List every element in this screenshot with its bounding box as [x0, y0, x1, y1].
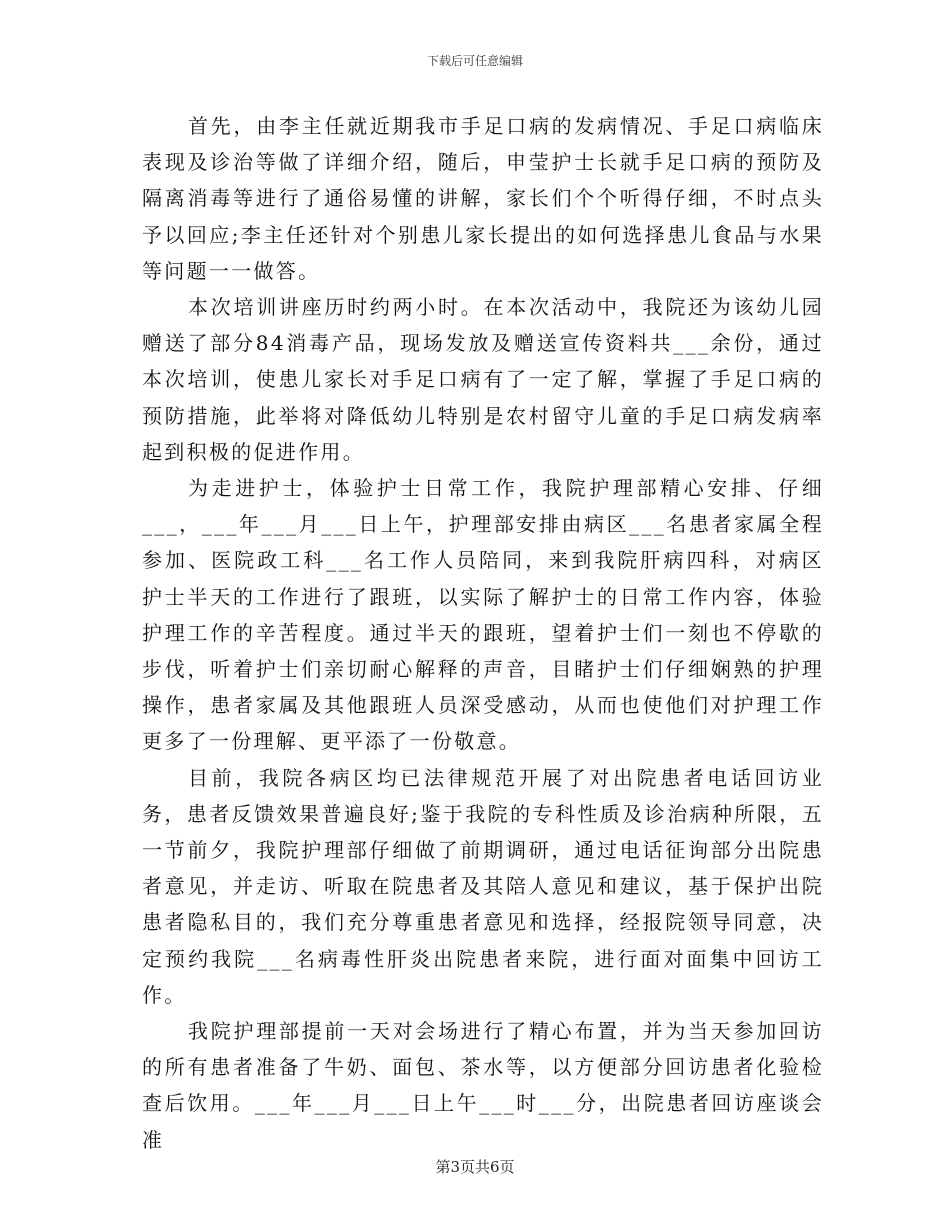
paragraph-3: 为走进护士，体验护士日常工作，我院护理部精心安排、仔细___，___年___月___日上午，护理部安排由病区___名患者家属全程参加、医院政工科___名工作人员陪同，来到我院肝病四科，对病区护士半天的工作进行了跟班，以实际了解护士的日常工作内容，体验护理工作的辛苦程度。通过半天的跟班，望着护士们一刻也不停歇的步伐，听着护士们亲切耐心解释的声音，目睹护士们仔细娴熟的护理操作，患者家属及其他跟班人员深受感动，从而也使他们对护理工作更多了一份理解、更平添了一份敬意。	[142, 476, 824, 754]
paragraph-4: 目前，我院各病区均已法律规范开展了对出院患者电话回访业务，患者反馈效果普遍良好;鉴于我院的专科性质及诊治病种所限，五一节前夕，我院护理部仔细做了前期调研，通过电话征询部分出院患者意见，并走访、听取在院患者及其陪人意见和建议，基于保护出院患者隐私目的，我们充分尊重患者意见和选择，经报院领导同意，决定预约我院___名病毒性肝炎出院患者来院，进行面对面集中回访工作。	[142, 765, 824, 1007]
page-header: 下载后可任意编辑	[426, 54, 523, 68]
paragraph-1: 首先，由李主任就近期我市手足口病的发病情况、手足口病临床表现及诊治等做了详细介绍，随后，申莹护士长就手足口病的预防及隔离消毒等进行了通俗易懂的讲解，家长们个个听得仔细，不时点头予以回应;李主任还针对个别患儿家长提出的如何选择患儿食品与水果等问题一一做答。	[142, 114, 824, 283]
paragraph-5: 我院护理部提前一天对会场进行了精心布置，并为当天参加回访的所有患者准备了牛奶、面包、茶水等，以方便部分回访患者化验检查后饮用。___年___月___日上午___时___分，出院患者回访座谈会准	[142, 1019, 824, 1152]
page-footer: 第3页共6页	[435, 1158, 515, 1176]
document-body	[142, 108, 824, 1158]
paragraph-2: 本次培训讲座历时约两小时。在本次活动中，我院还为该幼儿园赠送了部分84消毒产品，现场发放及赠送宣传资料共___余份，通过本次培训，使患儿家长对手足口病有了一定了解，掌握了手足口病的预防措施，此举将对降低幼儿特别是农村留守儿童的手足口病发病率起到积极的促进作用。	[142, 295, 824, 464]
